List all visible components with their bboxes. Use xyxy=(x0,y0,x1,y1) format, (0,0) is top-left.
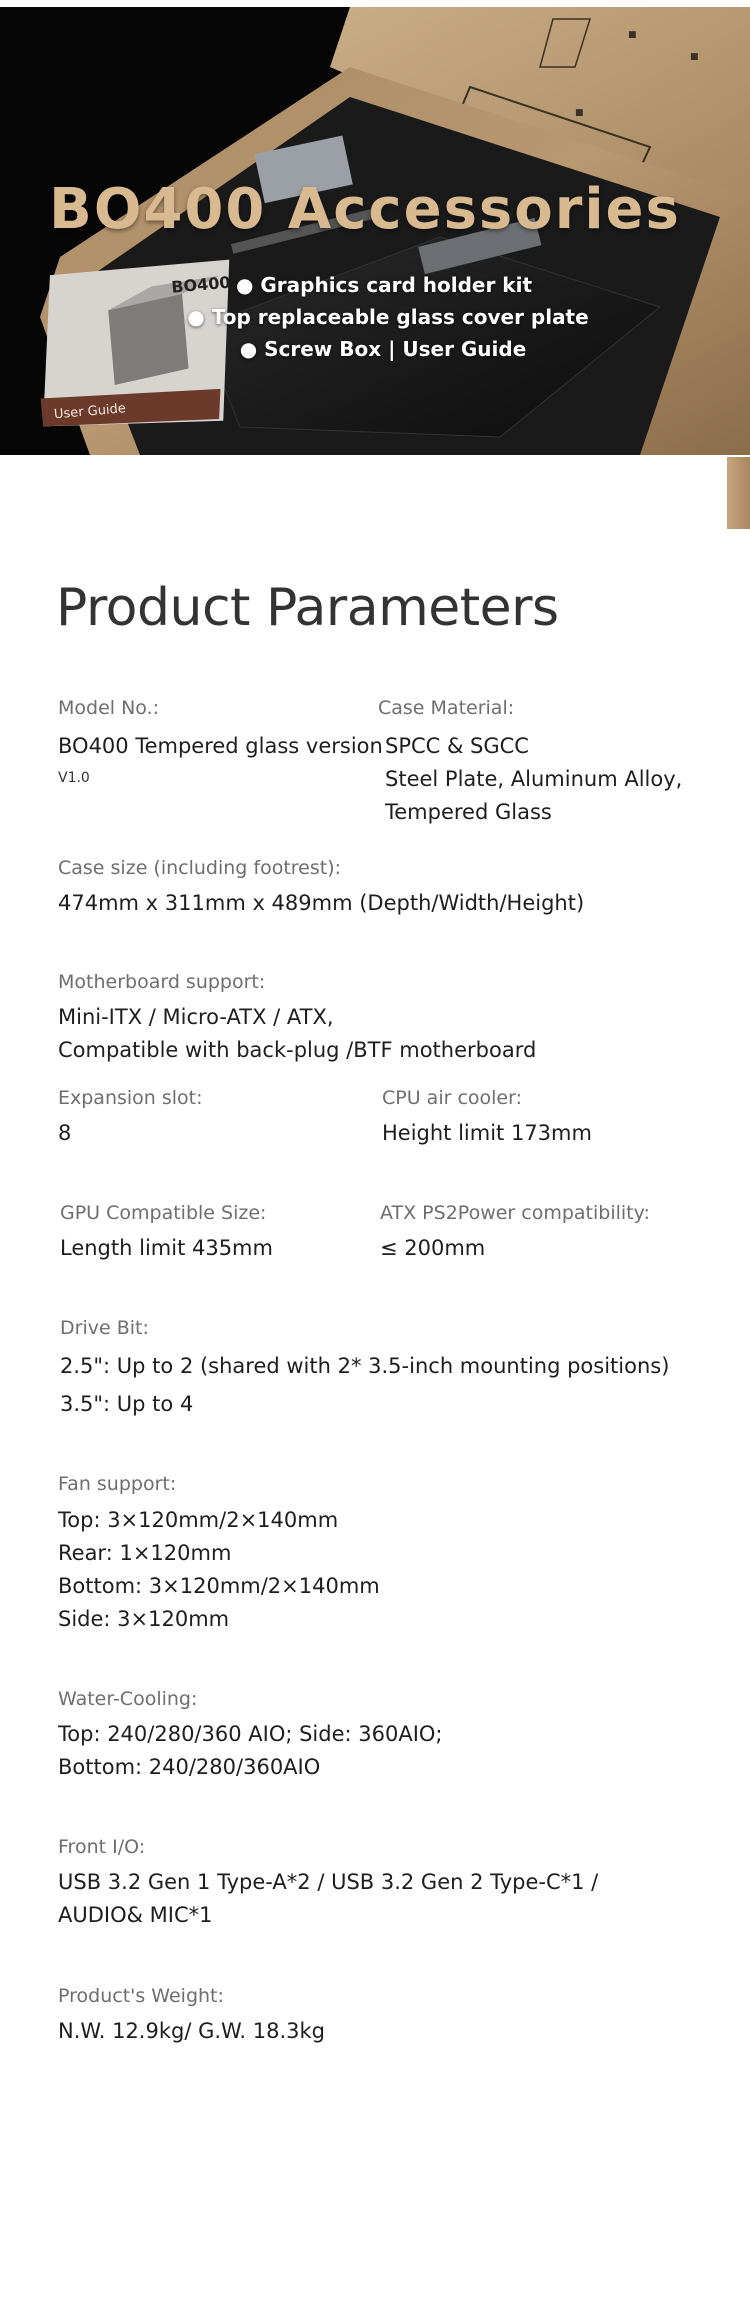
cpu-cooler-label: CPU air cooler: xyxy=(382,1087,522,1109)
front-io-line-2: AUDIO& MIC*1 xyxy=(58,1903,213,1927)
fan-line-1: Top: 3×120mm/2×140mm xyxy=(58,1508,339,1532)
water-cooling-line-2: Bottom: 240/280/360AIO xyxy=(58,1755,321,1779)
size-value: 474mm x 311mm x 489mm (Depth/Width/Height) xyxy=(58,891,585,915)
hero-banner xyxy=(0,7,750,455)
model-value: BO400 Tempered glass version xyxy=(58,734,383,758)
hero-bullet-list xyxy=(168,269,608,365)
fan-line-4: Side: 3×120mm xyxy=(58,1607,230,1631)
fan-label: Fan support: xyxy=(58,1473,177,1495)
svg-text:■: ■ xyxy=(575,108,584,118)
weight-label: Product's Weight: xyxy=(58,1985,224,2007)
motherboard-line-2: Compatible with back-plug /BTF motherboard xyxy=(58,1038,537,1062)
drive-line-1: 2.5": Up to 2 (shared with 2* 3.5-inch mounting positions) xyxy=(60,1354,670,1378)
drive-label: Drive Bit: xyxy=(60,1317,149,1339)
cpu-cooler-value: Height limit 173mm xyxy=(382,1121,592,1145)
material-line-1: SPCC & SGCC xyxy=(385,734,529,758)
drive-line-2: 3.5": Up to 4 xyxy=(60,1392,194,1416)
front-io-line-1: USB 3.2 Gen 1 Type-A*2 / USB 3.2 Gen 2 Type-C*1 / xyxy=(58,1870,599,1894)
material-line-2: Steel Plate, Aluminum Alloy, xyxy=(385,767,683,791)
bullet-screw-box: ● Screw Box | User Guide xyxy=(239,337,527,361)
expansion-label: Expansion slot: xyxy=(58,1087,203,1109)
bullet-glass-cover: ● Top replaceable glass cover plate xyxy=(187,305,589,329)
side-tab xyxy=(727,457,750,529)
weight-value: N.W. 12.9kg/ G.W. 18.3kg xyxy=(58,2019,325,2043)
fan-line-3: Bottom: 3×120mm/2×140mm xyxy=(58,1574,380,1598)
gpu-label: GPU Compatible Size: xyxy=(60,1202,267,1224)
fan-line-2: Rear: 1×120mm xyxy=(58,1541,232,1565)
svg-text:■: ■ xyxy=(628,30,637,40)
water-cooling-line-1: Top: 240/280/360 AIO; Side: 360AIO; xyxy=(58,1722,443,1746)
svg-text:User Guide: User Guide xyxy=(53,401,127,423)
psu-label: ATX PS2Power compatibility: xyxy=(380,1202,650,1224)
material-label: Case Material: xyxy=(378,697,515,719)
page-title: Product Parameters xyxy=(56,578,559,638)
gpu-value: Length limit 435mm xyxy=(60,1236,273,1260)
model-label: Model No.: xyxy=(58,697,160,719)
water-cooling-label: Water-Cooling: xyxy=(58,1688,198,1710)
size-label: Case size (including footrest): xyxy=(58,857,342,879)
motherboard-label: Motherboard support: xyxy=(58,971,266,993)
motherboard-line-1: Mini-ITX / Micro-ATX / ATX, xyxy=(58,1005,334,1029)
hero-title: BO400 Accessories xyxy=(49,177,681,242)
material-line-3: Tempered Glass xyxy=(385,800,552,824)
model-version: V1.0 xyxy=(58,770,90,786)
svg-text:BO400: BO400 xyxy=(170,272,232,297)
bullet-gpu-holder: ● Graphics card holder kit xyxy=(235,273,533,297)
front-io-label: Front I/O: xyxy=(58,1836,146,1858)
svg-text:■: ■ xyxy=(690,52,699,62)
expansion-value: 8 xyxy=(58,1121,72,1145)
psu-value: ≤ 200mm xyxy=(380,1236,486,1260)
